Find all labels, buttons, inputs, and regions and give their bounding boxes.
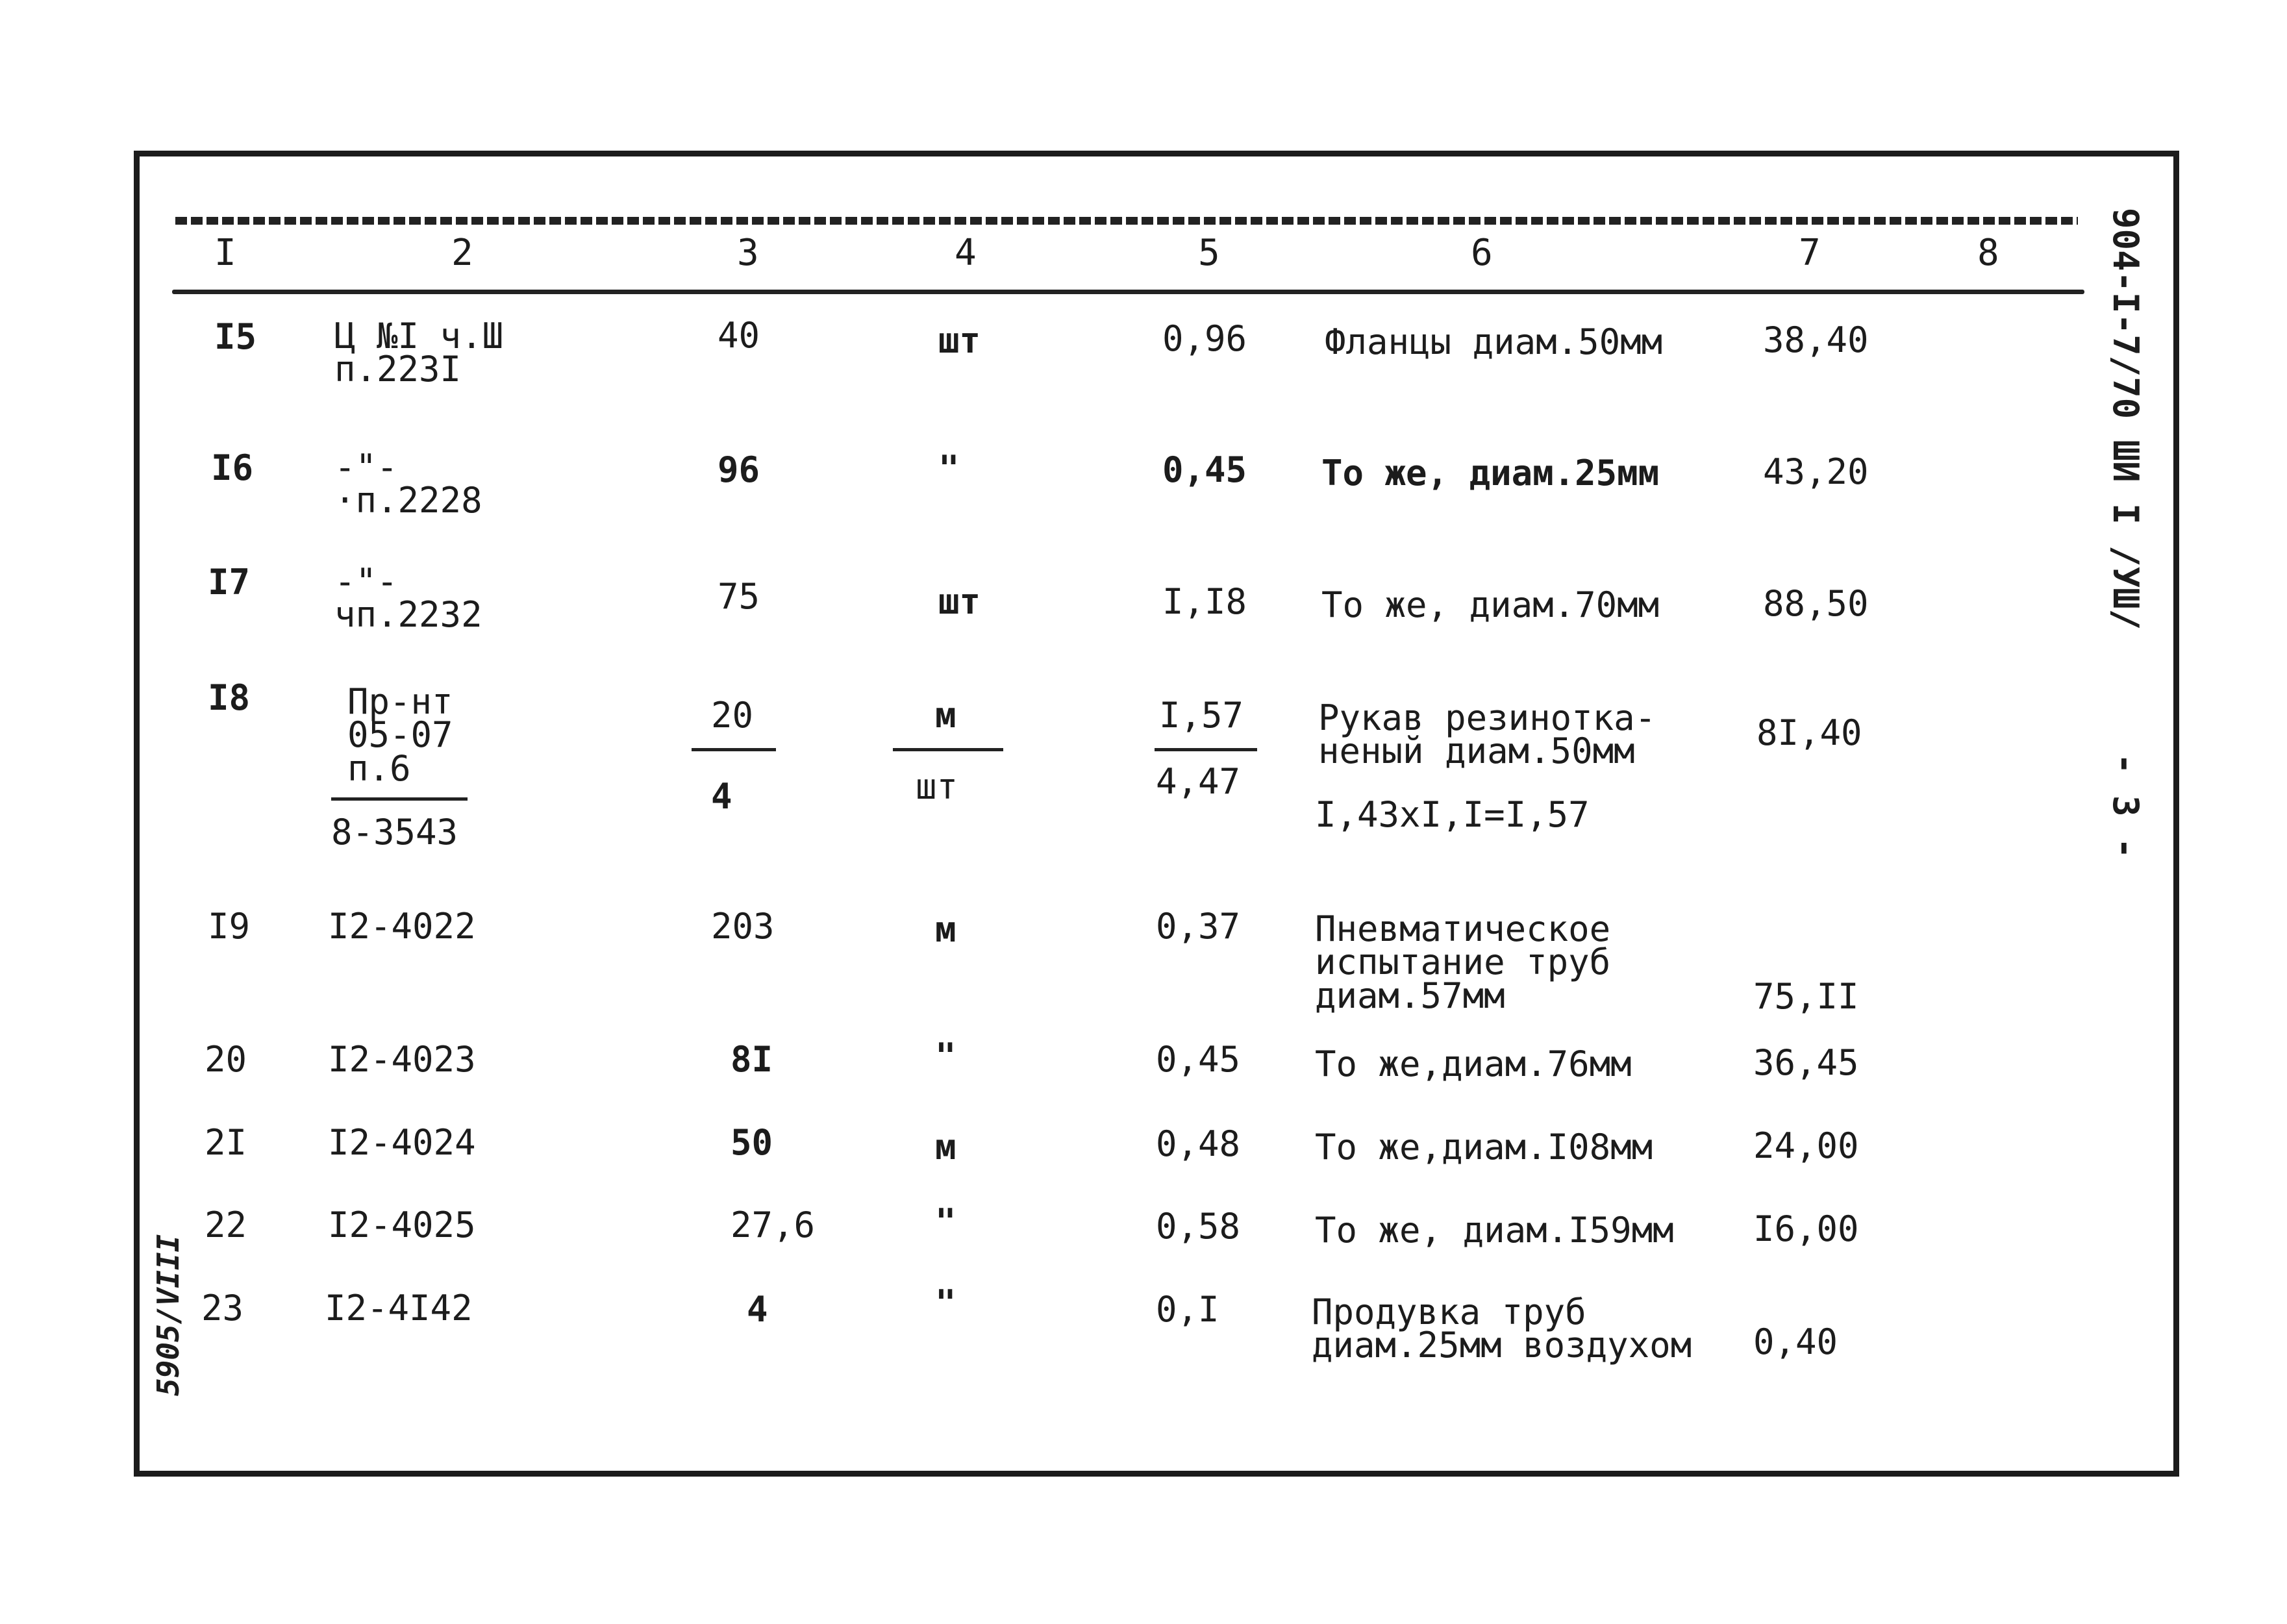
row-number: I9 xyxy=(208,906,251,947)
row-description: То же, диам.25мм xyxy=(1321,453,1660,493)
row-unit: шт xyxy=(938,581,981,622)
row-total: 36,45 xyxy=(1753,1042,1859,1083)
row-unit: м xyxy=(935,909,956,950)
row-quantity-sub: 4 xyxy=(711,776,732,817)
header-col-4: 4 xyxy=(955,232,977,274)
row-number: 22 xyxy=(205,1205,247,1245)
row-total: 0,40 xyxy=(1753,1321,1838,1362)
row-reference: Пр-нт 05-07 п.6 xyxy=(347,681,453,789)
row-number: I8 xyxy=(208,677,251,718)
row-description: Пневматическое испытание труб диам.57мм xyxy=(1315,908,1611,1016)
row-unit: м xyxy=(935,1127,956,1168)
price-fraction-bar xyxy=(1155,748,1257,751)
row-total: 75,II xyxy=(1753,976,1859,1017)
row-price: 0,48 xyxy=(1156,1123,1241,1164)
row-total: 88,50 xyxy=(1763,583,1869,624)
row-description-sub: I,43xI,I=I,57 xyxy=(1315,794,1590,835)
row-quantity: 75 xyxy=(718,576,760,617)
row-number: 2I xyxy=(205,1122,247,1163)
row-total: 43,20 xyxy=(1763,451,1869,492)
row-quantity: 4 xyxy=(747,1289,768,1330)
row-price: I,I8 xyxy=(1162,581,1247,622)
quantity-fraction-bar xyxy=(692,748,776,751)
document-code: 904-I-7/70 ШИ I /УШ/ xyxy=(2105,208,2146,631)
row-price: 0,37 xyxy=(1156,906,1241,947)
row-description: То же, диам.70мм xyxy=(1321,584,1660,625)
row-quantity: 27,6 xyxy=(731,1205,816,1245)
row-unit: " xyxy=(938,448,960,489)
row-quantity: 50 xyxy=(731,1122,773,1163)
row-price: 0,96 xyxy=(1162,318,1247,359)
row-description: Продувка труб диам.25мм воздухом xyxy=(1312,1292,1692,1366)
row-unit: шт xyxy=(938,320,981,361)
row-reference: Ц №I ч.Ш п.223I xyxy=(334,316,504,390)
row-number: I5 xyxy=(214,316,257,357)
row-reference: -"- чп.2232 xyxy=(334,561,482,636)
row-price: 0,45 xyxy=(1156,1039,1241,1080)
row-reference: I2-4022 xyxy=(328,906,476,947)
row-price: 0,I xyxy=(1156,1289,1219,1330)
row-total: 8I,40 xyxy=(1756,712,1862,753)
header-col-3: 3 xyxy=(737,232,759,274)
header-col-8: 8 xyxy=(1977,232,1999,274)
unit-fraction-bar xyxy=(893,748,1003,751)
row-quantity: 40 xyxy=(718,315,760,356)
header-col-1: I xyxy=(214,232,236,274)
row-number: 20 xyxy=(205,1039,247,1080)
header-col-2: 2 xyxy=(451,232,473,274)
page-number: - 3 - xyxy=(2105,753,2146,859)
row-total: 24,00 xyxy=(1753,1125,1859,1166)
row-number: I7 xyxy=(208,562,251,603)
header-top-dashes xyxy=(175,217,2078,225)
row-description: Рукав резинотка- неный диам.50мм xyxy=(1318,697,1656,772)
row-number: I6 xyxy=(211,447,254,488)
row-total: I6,00 xyxy=(1753,1208,1859,1249)
row-number: 23 xyxy=(201,1288,244,1329)
header-bottom-rule xyxy=(172,290,2084,294)
reference-fraction-bar xyxy=(331,797,468,801)
row-quantity: 203 xyxy=(711,906,775,947)
row-unit: " xyxy=(935,1036,956,1077)
row-reference: I2-4023 xyxy=(328,1039,476,1080)
row-unit: " xyxy=(935,1282,956,1323)
row-price: 0,58 xyxy=(1156,1206,1241,1247)
row-quantity: 8I xyxy=(731,1039,773,1080)
row-quantity: 96 xyxy=(718,449,760,490)
archive-number: 5905/VIII xyxy=(151,1234,186,1396)
row-reference-sub: 8-3543 xyxy=(331,812,458,853)
row-total: 38,40 xyxy=(1763,319,1869,360)
row-reference: I2-4025 xyxy=(328,1205,476,1245)
row-reference: I2-4I42 xyxy=(325,1288,473,1329)
row-quantity: 20 xyxy=(711,695,754,736)
row-unit: м xyxy=(935,695,956,736)
header-col-7: 7 xyxy=(1799,232,1821,274)
row-reference: I2-4024 xyxy=(328,1122,476,1163)
row-description: Фланцы диам.50мм xyxy=(1325,321,1663,362)
row-description: То же, диам.I59мм xyxy=(1315,1210,1674,1251)
row-description: То же,диам.76мм xyxy=(1315,1043,1632,1084)
row-price: 0,45 xyxy=(1162,449,1247,490)
row-price: I,57 xyxy=(1159,695,1244,736)
row-unit: " xyxy=(935,1201,956,1242)
row-reference: -"- ·п.2228 xyxy=(334,447,482,521)
header-col-5: 5 xyxy=(1198,232,1220,274)
row-unit-sub: шт xyxy=(916,766,958,807)
header-col-6: 6 xyxy=(1471,232,1493,274)
row-description: То же,диам.I08мм xyxy=(1315,1127,1653,1168)
row-price-sub: 4,47 xyxy=(1156,761,1241,802)
